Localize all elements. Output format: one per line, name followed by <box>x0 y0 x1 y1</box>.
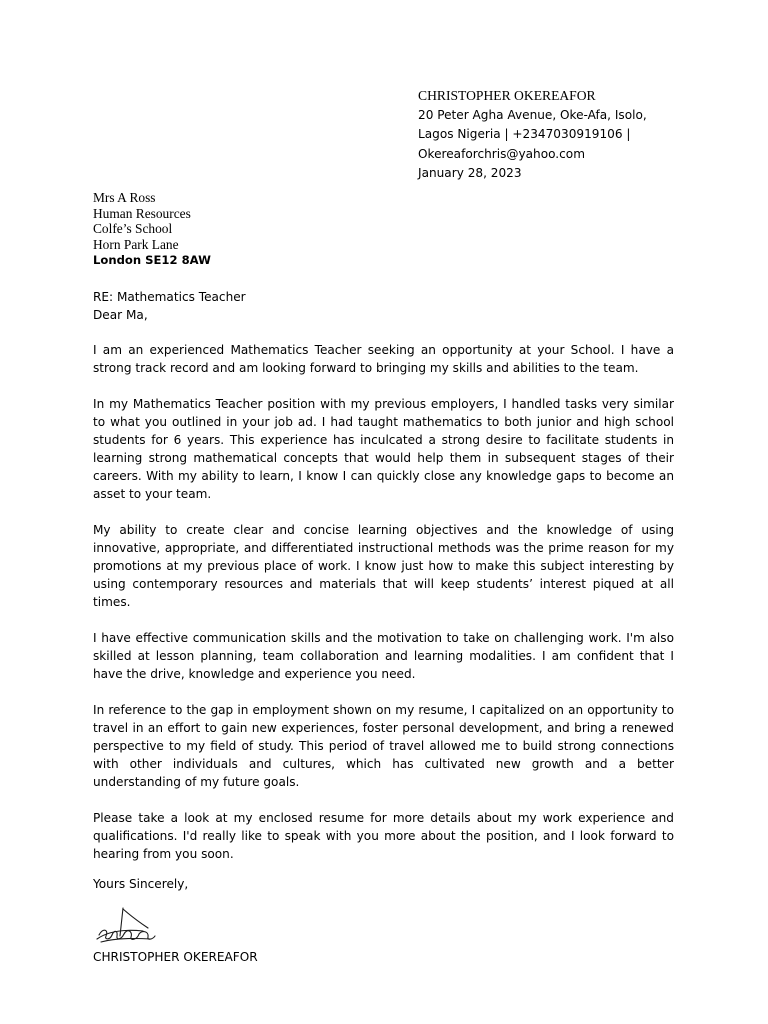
sender-email: Okereaforchris@yahoo.com <box>418 146 585 161</box>
sender-address-line1: 20 Peter Agha Avenue, Oke-Afa, Isolo, <box>418 107 647 122</box>
subject-line: RE: Mathematics Teacher <box>93 290 246 304</box>
letter-body <box>93 341 674 881</box>
recipient-name: Mrs A Ross <box>93 190 156 205</box>
closing: Yours Sincerely, <box>93 877 189 891</box>
handwritten-signature-icon <box>93 906 157 946</box>
sender-address-line2: Lagos Nigeria | +2347030919106 | <box>418 127 631 141</box>
body-paragraph-2: In my Mathematics Teacher position with my previous employers, I handled tasks very similar to what you outlined in your job ad. I had taught mathematics to both junior and high school students for 6 years. This experience has inculcated a strong desire to facilitate students in learning strong mathematical concepts that would help them in subsequent stages of their careers. With my ability to learn, I know I can quickly close any knowledge gaps to become an asset to your team. <box>93 397 674 501</box>
body-paragraph-6: Please take a look at my enclosed resume for more details about my work experience and qualifications. I'd really like to speak with you more about the position, and I look forward to hearing from you soon. <box>93 811 674 861</box>
recipient-department: Human Resources <box>93 205 191 221</box>
body-paragraph-4: I have effective communication skills and the motivation to take on challenging work. I'm also skilled at lesson planning, team collaboration and learning modalities. I am confident that I have the drive, knowledge and experience you need. <box>93 631 674 681</box>
signer-name: CHRISTOPHER OKEREAFOR <box>93 950 258 964</box>
recipient-city-postcode: London SE12 8AW <box>93 253 211 268</box>
body-paragraph-1: I am an experienced Mathematics Teacher seeking an opportunity at your School. I have a strong track record and am looking forward to bringing my skills and abilities to the team. <box>93 343 674 375</box>
letter-date: January 28, 2023 <box>418 166 522 180</box>
recipient-organization: Colfe’s School <box>93 221 173 237</box>
body-paragraph-3: My ability to create clear and concise learning objectives and the knowledge of using innovative, appropriate, and differentiated instructional methods was the prime reason for my promotions at my previous place of work. I know just how to make this subject interesting by using contemporary resources and materials that will keep students’ interest piqued at all times. <box>93 523 674 609</box>
recipient-block <box>93 190 211 269</box>
body-paragraph-5: In reference to the gap in employment shown on my resume, I capitalized on an opportunity to travel in an effort to gain new experiences, foster personal development, and bring a renewed perspective to my field of study. This period of travel allowed me to build strong connections with other individuals and cultures, which has cultivated new growth and a better understanding of my future goals. <box>93 703 674 789</box>
salutation: Dear Ma, <box>93 308 148 322</box>
sender-name: CHRISTOPHER OKEREAFOR <box>418 88 596 103</box>
recipient-street: Horn Park Lane <box>93 236 179 252</box>
sender-block <box>418 86 647 184</box>
subject-and-salutation <box>93 288 246 324</box>
